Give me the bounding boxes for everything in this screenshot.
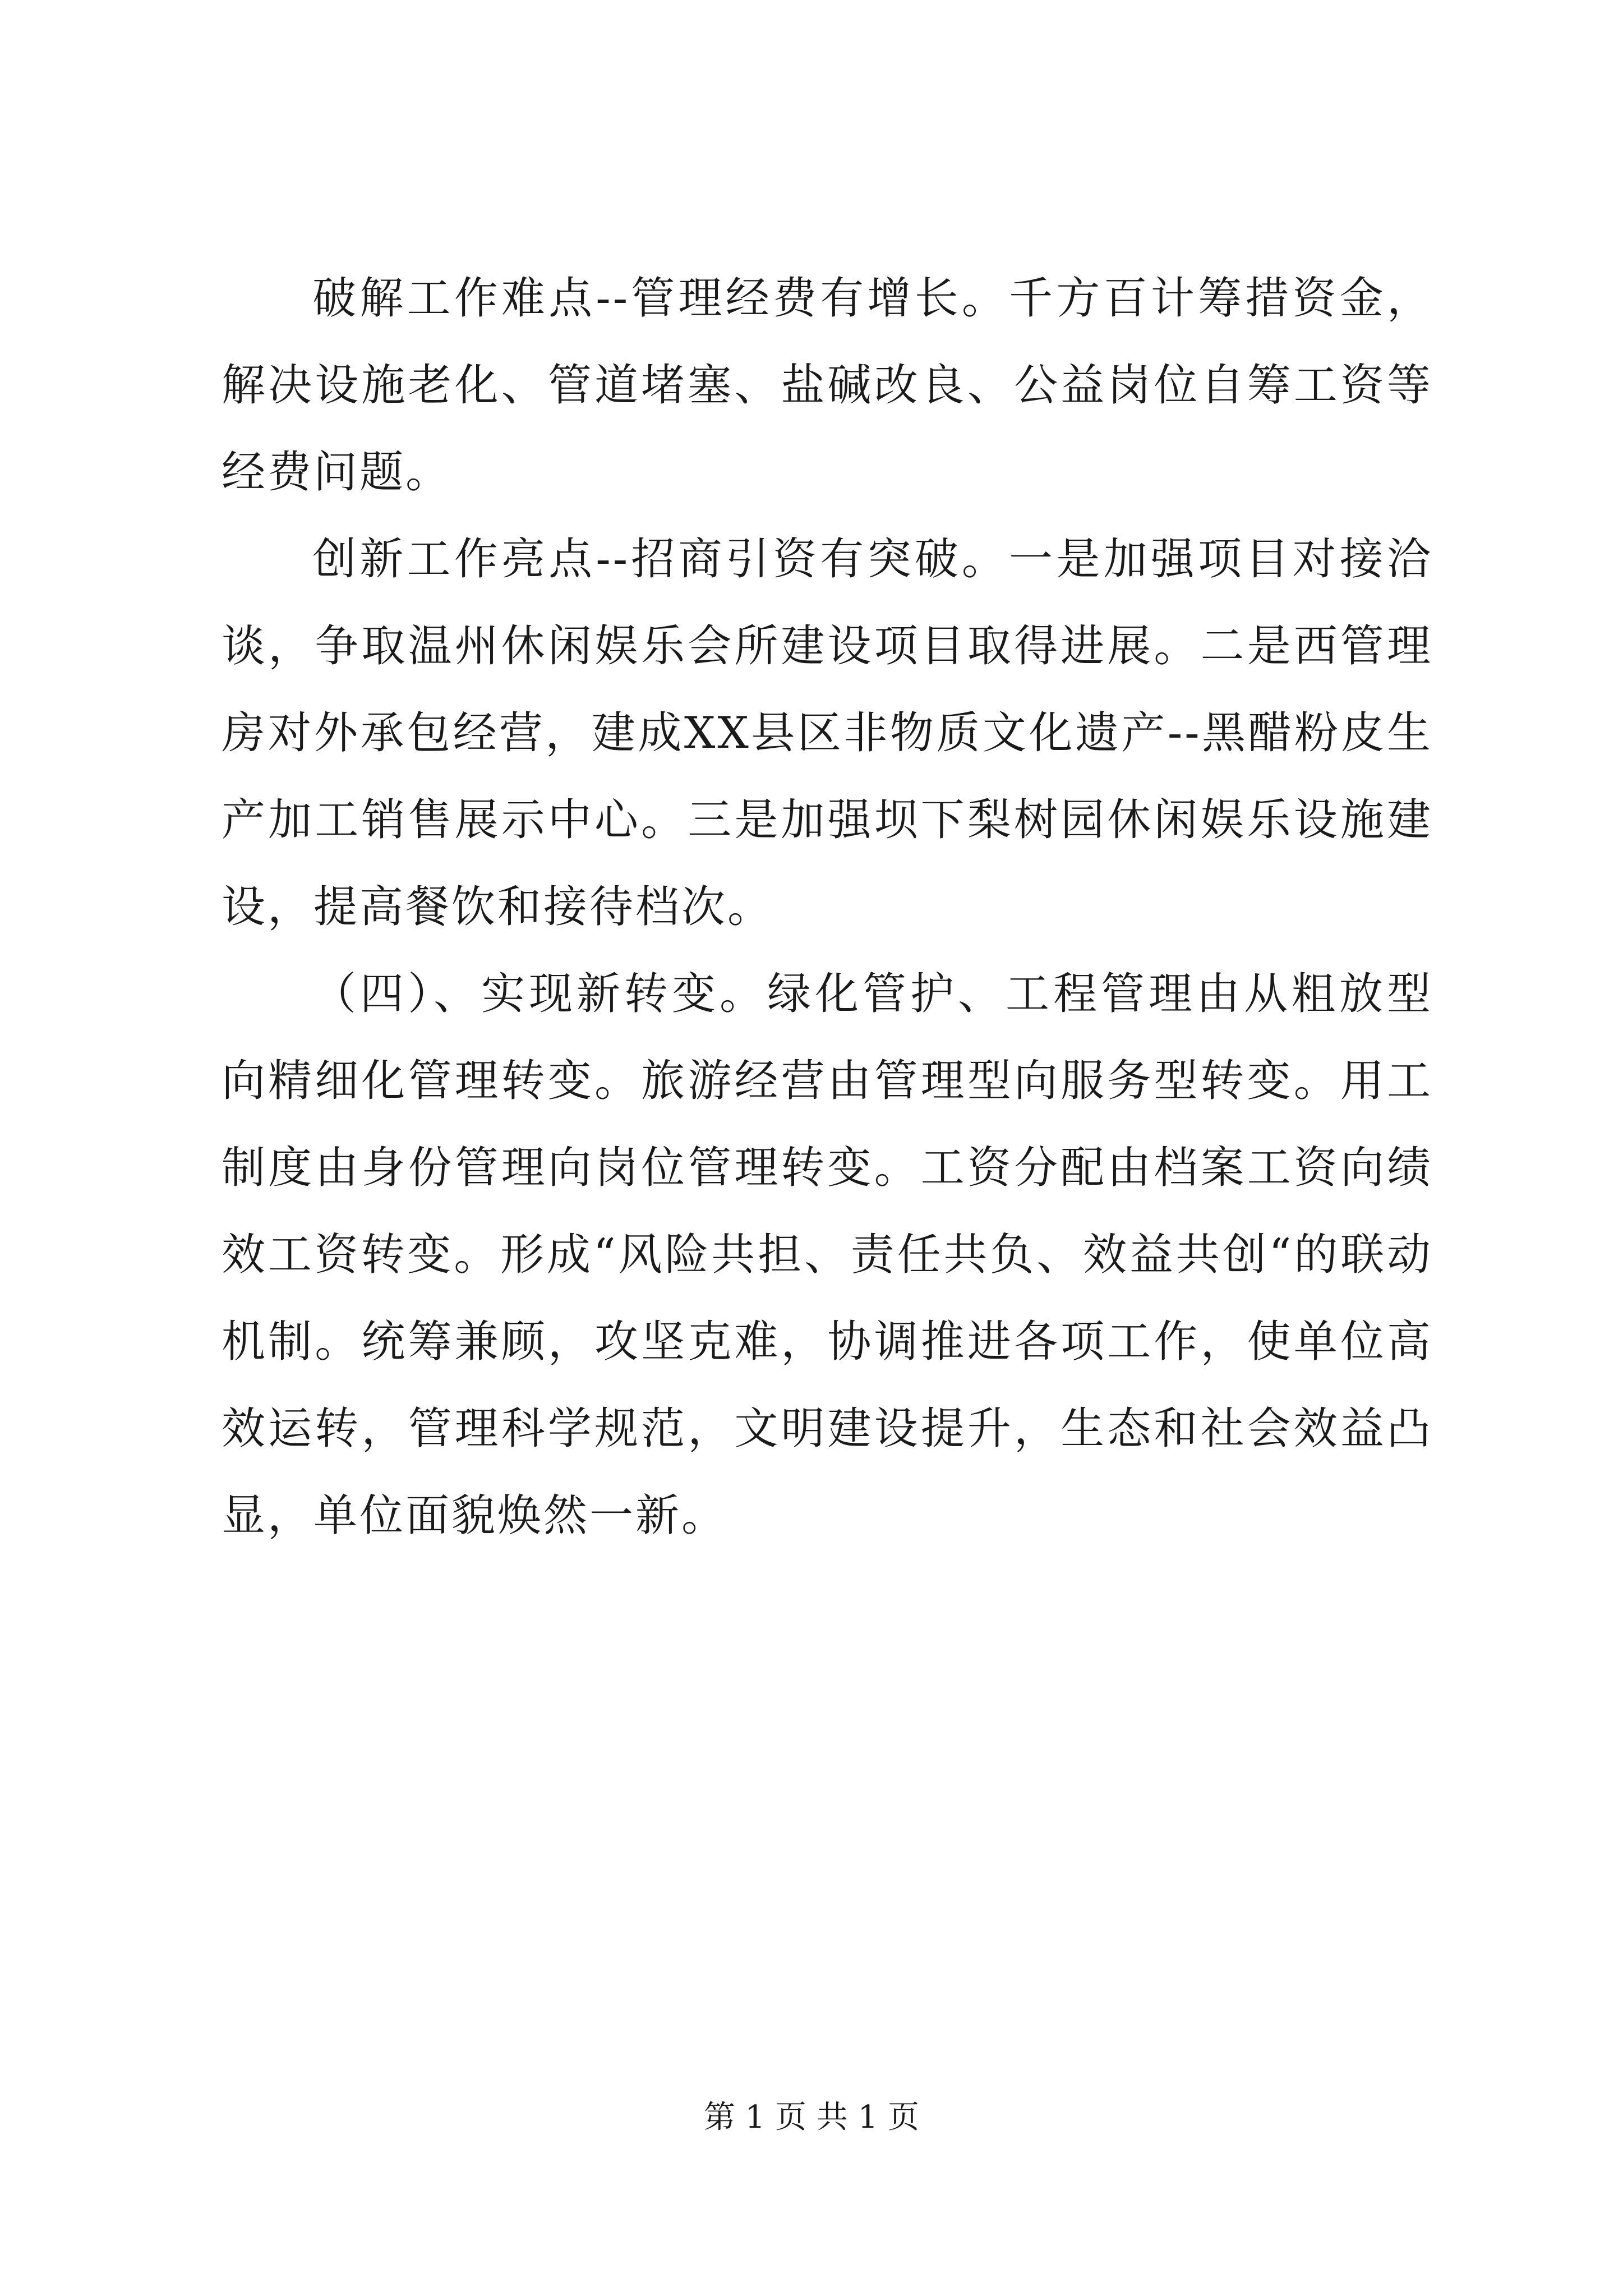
page-footer: 第 1 页 共 1 页	[703, 2099, 920, 2136]
document-body	[222, 255, 1433, 1559]
paragraph-funding: 破解工作难点--管理经费有增长。千方百计筹措资金，解决设施老化、管道堵塞、盐碱改良、公益岗位自筹工资等经费问题。	[222, 273, 1433, 498]
paragraph-transformation: （四）、实现新转变。绿化管护、工程管理由从粗放型向精细化管理转变。旅游经营由管理型向服务型转变。用工制度由身份管理向岗位管理转变。工资分配由档案工资向绩效工资转变。形成“风险共担、责任共负、效益共创“的联动机制。统筹兼顾，攻坚克难，协调推进各项工作，使单位高效运转，管理科学规范，文明建设提升，生态和社会效益凸显，单位面貌焕然一新。	[222, 969, 1433, 1541]
paragraph-investment: 创新工作亮点--招商引资有突破。一是加强项目对接洽谈，争取温州休闲娱乐会所建设项目取得进展。二是西管理房对外承包经营，建成XX县区非物质文化遗产--黑醋粉皮生产加工销售展示中心。三是加强坝下梨树园休闲娱乐设施建设，提高餐饮和接待档次。	[222, 534, 1433, 932]
